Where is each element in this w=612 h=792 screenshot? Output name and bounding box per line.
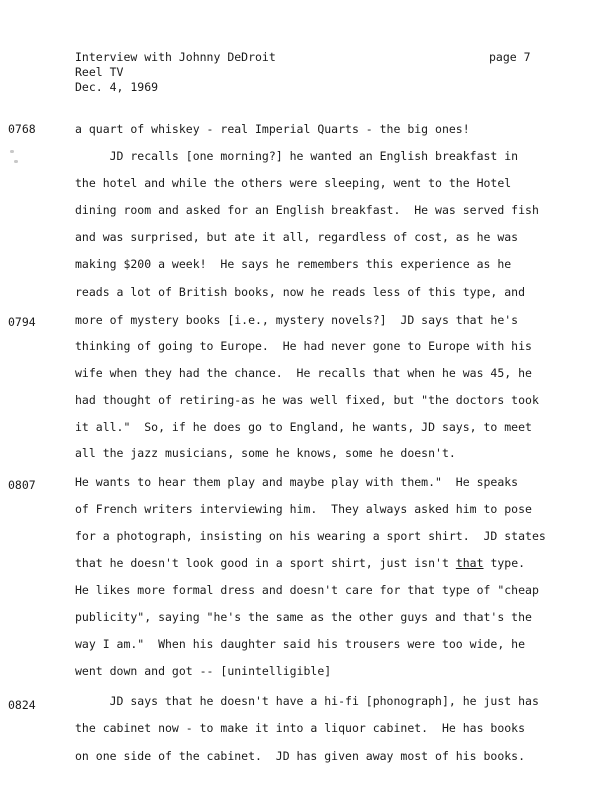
text-line: the hotel and while the others were sleeping, went to the Hotel <box>75 176 512 190</box>
margin-counter-0824: 0824 <box>8 698 36 712</box>
page-number: page 7 <box>489 50 531 64</box>
text-line: had thought of retiring-as he was well fixed, but "the doctors took <box>75 393 539 407</box>
text-line: all the jazz musicians, some he knows, some he doesn't. <box>75 446 456 460</box>
text-line: thinking of going to Europe. He had never gone to Europe with his <box>75 339 532 353</box>
stray-mark <box>14 160 18 163</box>
margin-counter-0794: 0794 <box>8 315 36 329</box>
text-line: went down and got -- [unintelligible] <box>75 664 332 678</box>
text-line: He likes more formal dress and doesn't care for that type of "cheap <box>75 583 539 597</box>
margin-counter-0807: 0807 <box>8 478 36 492</box>
stray-mark <box>10 150 14 153</box>
text-line: and was surprised, but ate it all, regardless of cost, as he was <box>75 230 519 244</box>
text-line: a quart of whiskey - real Imperial Quarts - the big ones! <box>75 122 470 136</box>
text-line: publicity", saying "he's the same as the other guys and that's the <box>75 610 532 624</box>
header-title: Interview with Johnny DeDroit <box>75 50 276 64</box>
text-line: reads a lot of British books, now he reads less of this type, and <box>75 285 526 299</box>
text-line: of French writers interviewing him. They always asked him to pose <box>75 502 532 516</box>
text-line: JD recalls [one morning?] he wanted an English breakfast in <box>75 149 519 163</box>
text-line: wife when they had the chance. He recalls that when he was 45, he <box>75 366 532 380</box>
text-line: the cabinet now - to make it into a liquor cabinet. He has books <box>75 721 526 735</box>
text-segment: type. <box>483 556 526 570</box>
margin-counter-0768: 0768 <box>8 122 36 136</box>
underlined-word: that <box>455 556 484 570</box>
text-line: for a photograph, insisting on his wearing a sport shirt. JD states <box>75 529 546 543</box>
text-line: JD says that he doesn't have a hi-fi [phonograph], he just has <box>75 694 539 708</box>
text-line: He wants to hear them play and maybe play with them." He speaks <box>75 475 519 489</box>
text-line-with-underline <box>75 555 525 571</box>
text-segment: that he doesn't look good in a sport shirt, just isn't <box>75 556 456 570</box>
text-line: way I am." When his daughter said his trousers were too wide, he <box>75 637 526 651</box>
text-line: making $200 a week! He says he remembers this experience as he <box>75 257 512 271</box>
text-line: it all." So, if he does go to England, he wants, JD says, to meet <box>75 420 532 434</box>
text-line: on one side of the cabinet. JD has given away most of his books. <box>75 749 526 763</box>
header-date: Dec. 4, 1969 <box>75 80 159 94</box>
header-reel: Reel TV <box>75 65 124 79</box>
text-line: dining room and asked for an English breakfast. He was served fish <box>75 203 539 217</box>
text-line: more of mystery books [i.e., mystery novels?] JD says that he's <box>75 313 519 327</box>
